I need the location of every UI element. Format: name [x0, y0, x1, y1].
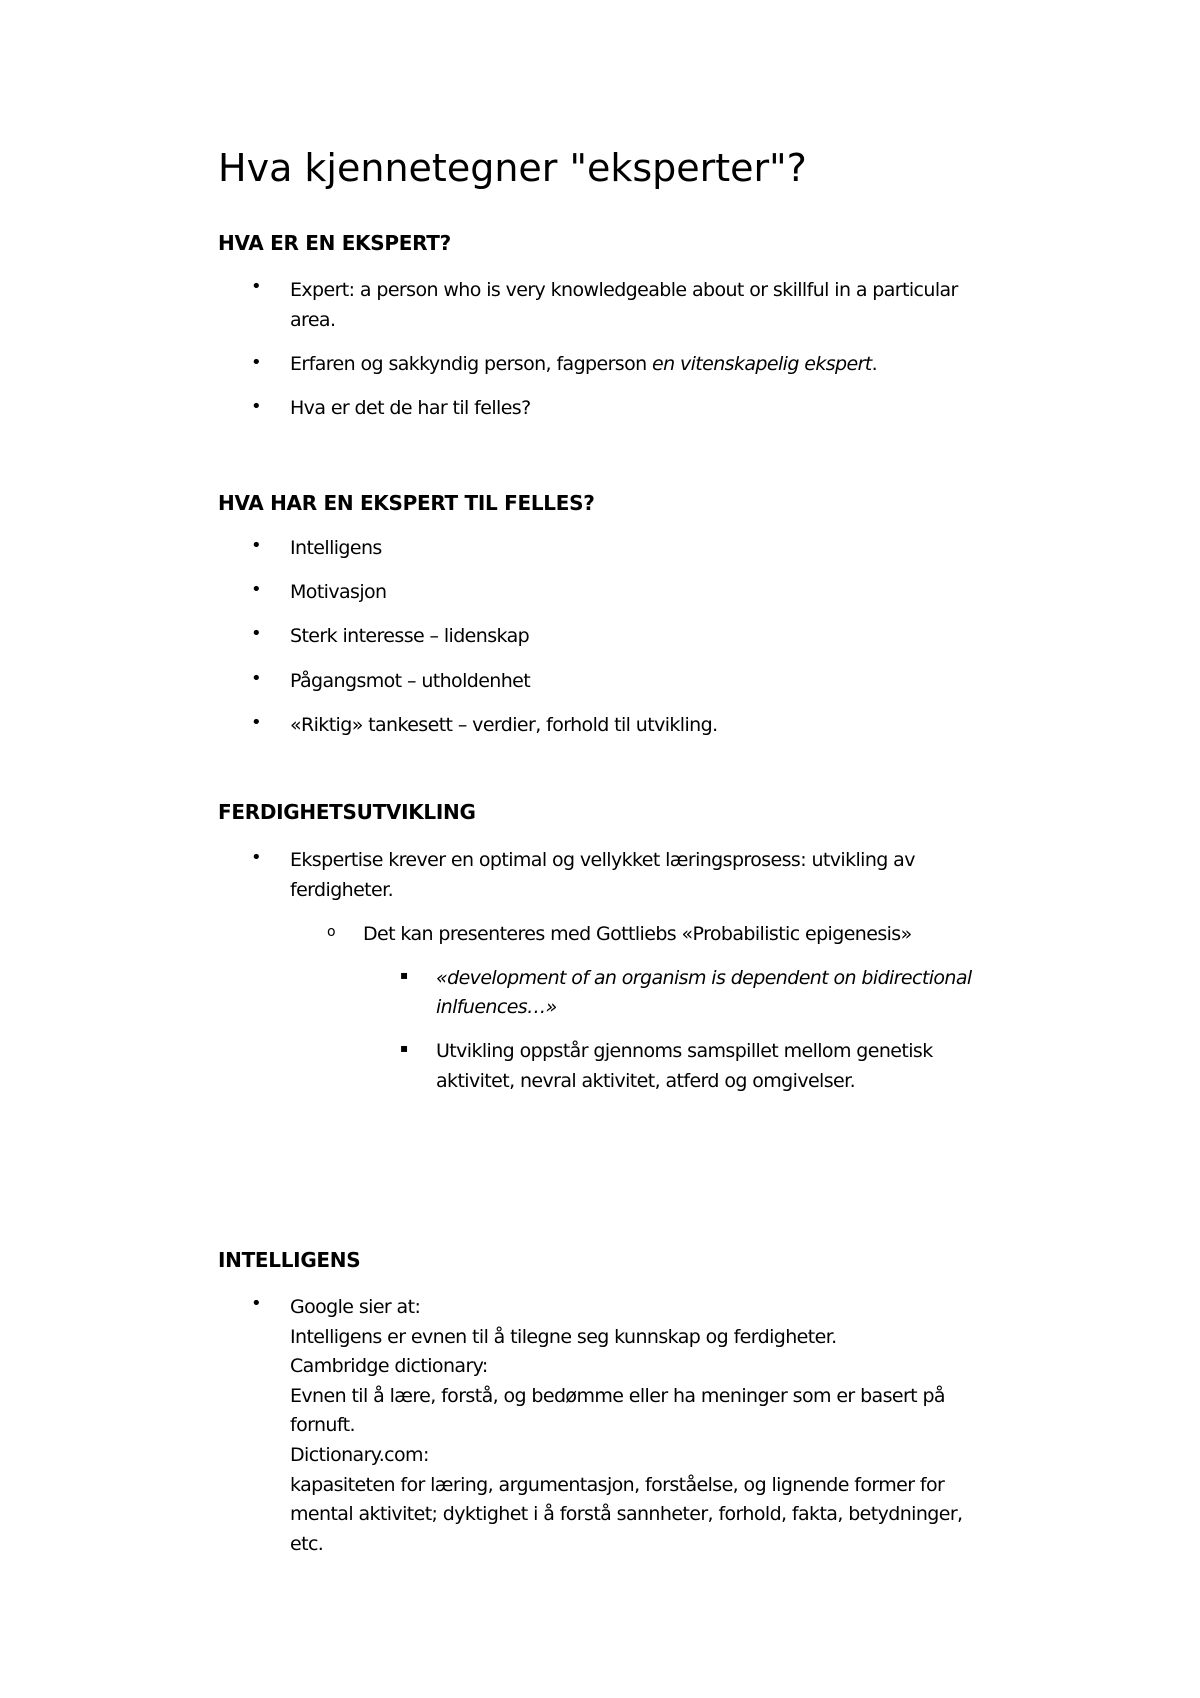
sub-sub-list-item-continuation: inlfuences…»	[436, 996, 557, 1018]
definition-line: fornuft.	[290, 1414, 355, 1436]
list-item: Expert: a person who is very knowledgeable about or skillful in a particular	[290, 279, 958, 301]
definition-line: kapasiteten for læring, argumentasjon, forståelse, og lignende former for	[290, 1474, 945, 1496]
definition-line: Google sier at:	[290, 1296, 421, 1318]
list-item-continuation: ferdigheter.	[290, 879, 394, 901]
bullet-icon: •	[251, 1293, 262, 1314]
square-bullet-icon: ▪	[400, 968, 408, 982]
bullet-icon: •	[251, 276, 262, 297]
definition-line: etc.	[290, 1533, 324, 1555]
list-item-suffix: .	[871, 353, 878, 375]
bullet-icon: •	[251, 712, 262, 733]
sub-sub-list-item: «development of an organism is dependent on bidirectional	[436, 967, 972, 989]
list-item: Motivasjon	[290, 581, 387, 603]
list-item-text: Erfaren og sakkyndig person, fagperson	[290, 353, 652, 375]
list-item-italic: en vitenskapelig ekspert	[652, 353, 872, 375]
bullet-icon: •	[251, 668, 262, 689]
bullet-icon: •	[251, 352, 262, 373]
list-item-continuation: area.	[290, 309, 336, 331]
sub-list-item: Det kan presenteres med Gottliebs «Probabilistic epigenesis»	[363, 923, 912, 945]
circle-bullet-icon: o	[327, 924, 335, 940]
bullet-icon: •	[251, 396, 262, 417]
list-item	[290, 349, 877, 379]
list-item: Ekspertise krever en optimal og vellykket læringsprosess: utvikling av	[290, 849, 915, 871]
list-item: Intelligens	[290, 537, 382, 559]
list-item: Hva er det de har til felles?	[290, 397, 531, 419]
bullet-icon: •	[251, 579, 262, 600]
section-heading-common: HVA HAR EN EKSPERT TIL FELLES?	[218, 491, 595, 515]
definition-line: Intelligens er evnen til å tilegne seg kunnskap og ferdigheter.	[290, 1326, 837, 1348]
definition-line: Evnen til å lære, forstå, og bedømme eller ha meninger som er basert på	[290, 1385, 945, 1407]
sub-sub-list-item: Utvikling oppstår gjennoms samspillet mellom genetisk	[436, 1040, 933, 1062]
bullet-icon: •	[251, 847, 262, 868]
list-item: «Riktig» tankesett – verdier, forhold til utvikling.	[290, 714, 718, 736]
section-heading-expert: HVA ER EN EKSPERT?	[218, 231, 451, 255]
definition-line: Cambridge dictionary:	[290, 1355, 488, 1377]
bullet-icon: •	[251, 535, 262, 556]
definition-line: Dictionary.com:	[290, 1444, 429, 1466]
page-title: Hva kjennetegner "eksperter"?	[218, 146, 807, 190]
definition-line: mental aktivitet; dyktighet i å forstå sannheter, forhold, fakta, betydninger,	[290, 1503, 963, 1525]
section-heading-skills: FERDIGHETSUTVIKLING	[218, 800, 476, 824]
section-heading-intelligence: INTELLIGENS	[218, 1248, 361, 1272]
list-item: Sterk interesse – lidenskap	[290, 625, 530, 647]
bullet-icon: •	[251, 623, 262, 644]
square-bullet-icon: ▪	[400, 1041, 408, 1055]
list-item: Pågangsmot – utholdenhet	[290, 670, 531, 692]
sub-sub-list-item-continuation: aktivitet, nevral aktivitet, atferd og omgivelser.	[436, 1070, 856, 1092]
